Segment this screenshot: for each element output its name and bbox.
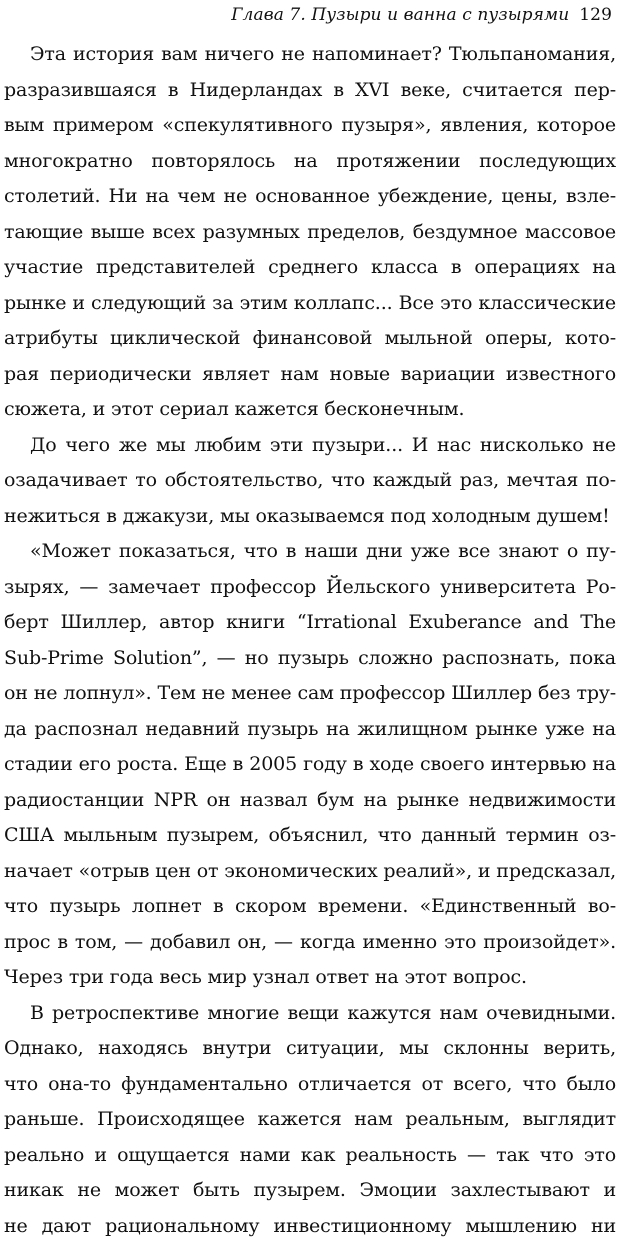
text-line: сюжета, и этот сериал кажется бесконечным.	[4, 392, 616, 428]
text-line: зырях, — замечает профессор Йельского университета Ро-	[4, 570, 616, 606]
paragraph	[4, 37, 616, 428]
text-line: вым примером «спекулятивного пузыря», явления, которое	[4, 108, 616, 144]
text-line: Однако, находясь внутри ситуации, мы склонны верить,	[4, 1031, 616, 1067]
text-line: рая периодически являет нам новые вариации известного	[4, 357, 616, 393]
text-line: озадачивает то обстоятельство, что каждый раз, мечтая по-	[4, 463, 616, 499]
paragraph	[4, 428, 616, 535]
text-line: что она-то фундаментально отличается от всего, что было	[4, 1067, 616, 1103]
text-line: берт Шиллер, автор книги “Irrational Exuberance and The	[4, 605, 616, 641]
text-line: никак не может быть пузырем. Эмоции захлестывают и	[4, 1173, 616, 1209]
running-header	[231, 2, 612, 28]
text-line: начает «отрыв цен от экономических реалий», и предсказал,	[4, 854, 616, 890]
text-line: разразившаяся в Нидерландах в XVI веке, считается пер-	[4, 73, 616, 109]
page-number: 129	[579, 5, 612, 25]
chapter-running-title: Глава 7. Пузыри и ванна с пузырями	[231, 5, 569, 25]
text-line: нежиться в джакузи, мы оказываемся под холодным душем!	[4, 499, 616, 535]
paragraph	[4, 534, 616, 996]
text-line: участие представителей среднего класса в операциях на	[4, 250, 616, 286]
text-line: реально и ощущается нами как реальность — так что это	[4, 1138, 616, 1174]
body-text	[4, 37, 616, 1244]
text-line: раньше. Происходящее кажется нам реальным, выглядит	[4, 1102, 616, 1138]
text-line: атрибуты циклической финансовой мыльной оперы, кото-	[4, 321, 616, 357]
text-line: В ретроспективе многие вещи кажутся нам очевидными.	[4, 996, 616, 1032]
text-line: «Может показаться, что в наши дни уже все знают о пу-	[4, 534, 616, 570]
text-line: он не лопнул». Тем не менее сам профессор Шиллер без тру-	[4, 676, 616, 712]
text-line: тающие выше всех разумных пределов, бездумное массовое	[4, 215, 616, 251]
text-line: Эта история вам ничего не напоминает? Тюльпаномания,	[4, 37, 616, 73]
text-line: Sub-Prime Solution”, — но пузырь сложно распознать, пока	[4, 641, 616, 677]
text-line: многократно повторялось на протяжении последующих	[4, 144, 616, 180]
text-line: столетий. Ни на чем не основанное убеждение, цены, взле-	[4, 179, 616, 215]
text-line: До чего же мы любим эти пузыри... И нас нисколько не	[4, 428, 616, 464]
paragraph	[4, 996, 616, 1244]
text-line: прос в том, — добавил он, — когда именно это произойдет».	[4, 925, 616, 961]
text-line: Через три года весь мир узнал ответ на этот вопрос.	[4, 960, 616, 996]
text-line: не дают рациональному инвестиционному мышлению ни	[4, 1209, 616, 1244]
text-line: США мыльным пузырем, объяснил, что данный термин оз-	[4, 818, 616, 854]
text-line: радиостанции NPR он назвал бум на рынке недвижимости	[4, 783, 616, 819]
text-line: да распознал недавний пузырь на жилищном рынке уже на	[4, 712, 616, 748]
text-line: рынке и следующий за этим коллапс... Все это классические	[4, 286, 616, 322]
text-line: что пузырь лопнет в скором времени. «Единственный во-	[4, 889, 616, 925]
text-line: стадии его роста. Еще в 2005 году в ходе своего интервью на	[4, 747, 616, 783]
